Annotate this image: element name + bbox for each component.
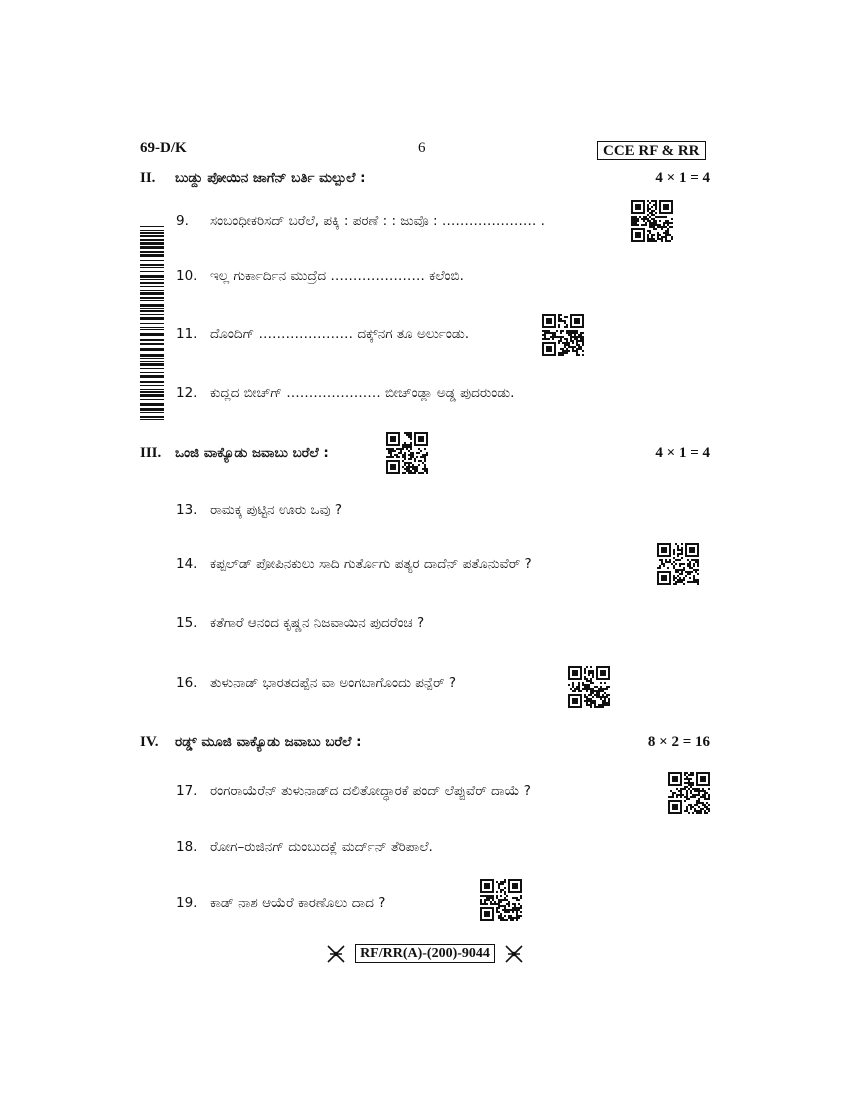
question-number: 12. — [176, 385, 198, 401]
question-number: 15. — [176, 615, 198, 631]
qr-code-icon — [657, 543, 699, 585]
question-text: ಕಪ್ಪಲ್‌ಡ್ ಪೋಪಿನಕುಲು ಸಾದಿ ಗುರ್ತೊಗು ಪತ್ಯರ ದಾದೆನ್ ಪತೊನುವೆರ್ ? — [210, 556, 532, 572]
qr-code-icon — [542, 314, 584, 356]
question-text: ಕಾಡ್ ನಾಶ ಆಯೆರೆ ಕಾರಣೊಲು ದಾದ ? — [210, 895, 386, 911]
qr-code-icon — [668, 772, 710, 814]
section-title-iv: ರಡ್ಡ್ ಮೂಜಿ ವಾಕ್ಯೊಡು ಜವಾಬು ಬರೆಲೆ : — [175, 734, 362, 750]
section-marks-ii: 4 × 1 = 4 — [655, 170, 710, 186]
question-number: 14. — [176, 556, 198, 572]
question-text: ರೋಗ–ರುಜಿನಗ್ ದುಂಬುದಕ್ಲೆ ಮರ್ದ್‌ನ್ ತೆರಿಪಾಲೆ. — [210, 839, 433, 855]
question-text: ಕತೆಗಾರೆ ಆನಂದ ಕೃಷ್ಣನ ನಿಜವಾಯಿನ ಪುದರೆಂಚ ? — [210, 615, 425, 631]
section-marks-iv: 8 × 2 = 16 — [647, 734, 710, 750]
question-text: ಕುದ್ಲದ ಬೀಚ್‌ಗ್ ………………… ಬೀಚ್‌ಂಡ್ಲಾ ಅಡ್ಡ ಪುದರುಂಡು. — [210, 385, 515, 401]
question-text: ಇಲ್ಲ ಗುರ್ಕಾರ್ದಿನ ಮುದ್ರೆದ ………………… ಕಲೆಂಬಿ. — [210, 268, 464, 284]
question-text: ರಾಮಕ್ಕ ಪುಟ್ಟಿನ ಊರು ಒವು ? — [210, 502, 343, 518]
ornament-icon — [326, 944, 346, 964]
question-text: ರಂಗರಾಯೆರೆನ್ ತುಳುನಾಡ್‌ದ ದಲಿತೋದ್ಧಾರಕೆ ಪಂದ್ ಲೆಪ್ಪುವೆರ್ ದಾಯೆ ? — [210, 783, 531, 799]
question-number: 13. — [176, 502, 198, 518]
qr-code-icon — [386, 432, 428, 474]
page-number: 6 — [418, 140, 426, 156]
question-text: ತುಳುನಾಡ್ ಭಾರತದಪ್ಪೆನ ವಾ ಅಂಗಬಾಗೊಂದು ಪನ್ಪೆರ್ ? — [210, 675, 456, 691]
section-title-iii: ಒಂಜಿ ವಾಕ್ಯೊಡು ಜವಾಬು ಬರೆಲೆ : — [175, 445, 329, 461]
qr-code-icon — [568, 666, 610, 708]
vertical-barcode — [140, 226, 164, 420]
question-number: 17. — [176, 783, 198, 799]
ornament-icon — [504, 944, 524, 964]
question-number: 10. — [176, 268, 198, 284]
qr-code-icon — [480, 879, 522, 921]
section-number-iv: IV. — [140, 734, 159, 750]
section-number-ii: II. — [140, 170, 156, 186]
section-marks-iii: 4 × 1 = 4 — [655, 445, 710, 461]
section-number-iii: III. — [140, 445, 162, 461]
question-text: ದೊಂದಿಗ್ ………………… ದಕ್ಕ್‌ನಗ ತೂ ಅರ್ಲುಂಡು. — [210, 326, 470, 342]
section-title-ii: ಬುಡ್ದು ಪೋಯಿನ ಜಾಗೆನ್ ಬರ್ತಿ ಮಲ್ಪುಲೆ : — [175, 170, 366, 186]
paper-code: 69-D/K — [140, 140, 187, 156]
question-number: 9. — [176, 213, 189, 229]
footer — [0, 943, 850, 964]
question-number: 19. — [176, 895, 198, 911]
question-number: 16. — [176, 675, 198, 691]
question-text: ಸಂಬಂಧೀಕರಿಸದ್ ಬರೆಲೆ, ಪಕ್ಕಿ : ಪರಣೆ : : ಜುವೊ : ………………… . — [210, 213, 545, 229]
exam-tag: CCE RF & RR — [597, 141, 706, 160]
qr-code-icon — [631, 200, 673, 242]
question-number: 18. — [176, 839, 198, 855]
question-number: 11. — [176, 326, 198, 342]
footer-code: RF/RR(A)-(200)-9044 — [355, 944, 495, 963]
